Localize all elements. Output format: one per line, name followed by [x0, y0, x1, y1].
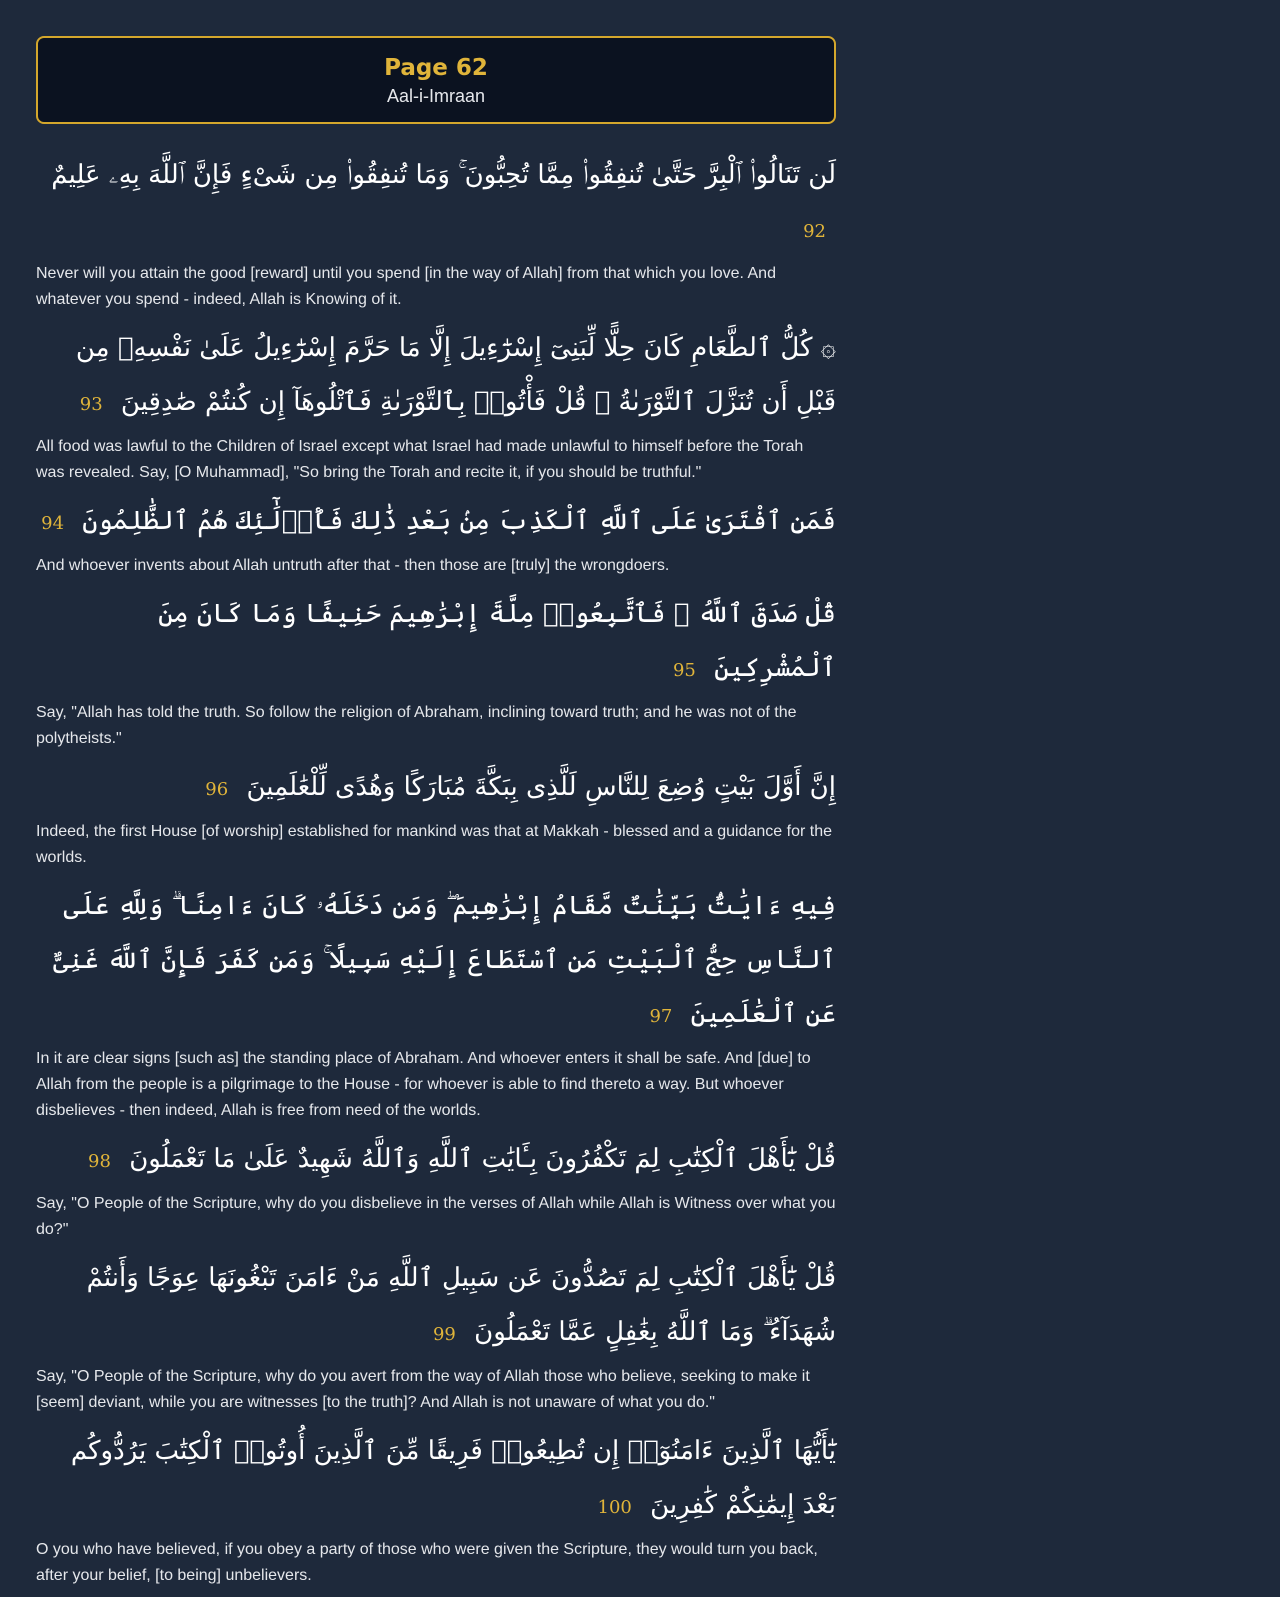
verse-translation: Indeed, the first House [of worship] established for mankind was that at Makkah - blessed and a guidance for the worlds. [36, 823, 833, 866]
verse-number: 96 [205, 779, 229, 800]
arabic-text: قُلْ يَٰٓأَهْلَ ٱلْكِتَٰبِ لِمَ تَكْفُرُونَ بِـَٔايَٰتِ ٱللَّهِ وَٱللَّهُ شَهِيدٌ عَلَىٰ مَا تَعْمَلُونَ [129, 1144, 836, 1174]
verse-number: 95 [672, 660, 696, 681]
arabic-text: يَٰٓأَيُّهَا ٱلَّذِينَ ءَامَنُوٓا۟ إِن تُطِيعُوا۟ فَرِيقًا مِّنَ ٱلَّذِينَ أُوتُوا۟ ٱلْكِتَٰبَ يَرُدُّوكُم بَعْدَ إِيمَٰنِكُمْ كَٰفِرِينَ [70, 1436, 836, 1520]
arabic-text: فَمَنِ ٱفْتَرَىٰ عَلَى ٱللَّهِ ٱلْكَذِبَ مِنۢ بَعْدِ ذَٰلِكَ فَأُو۟لَٰٓئِكَ هُمُ ٱلظَّٰلِمُونَ [82, 506, 836, 536]
verse-item [36, 494, 836, 579]
verse-item [36, 1424, 836, 1589]
verse-translation: Never will you attain the good [reward] until you spend [in the way of Allah] from that which you love. And whatever you spend - indeed, Allah is Knowing of it. [36, 265, 776, 308]
verse-arabic [36, 494, 836, 551]
verse-number: 93 [79, 394, 103, 415]
arabic-text: فِيهِ ءَايَٰتٌۢ بَيِّنَٰتٌ مَّقَامُ إِبْرَٰهِيمَ ۖ وَمَن دَخَلَهُۥ كَانَ ءَامِنًا ۗ وَلِلَّهِ عَلَى ٱلنَّاسِ حِجُّ ٱلْبَيْتِ مَنِ ٱسْتَطَاعَ إِلَيْهِ سَبِيلًا ۚ وَمَن كَفَرَ فَإِنَّ ٱللَّهَ غَنِىٌّ عَنِ ٱلْعَٰلَمِينَ [53, 891, 836, 1029]
verse-item [36, 587, 836, 752]
verse-translation: All food was lawful to the Children of Israel except what Israel had made unlawful to himself before the Torah was revealed. Say, [O Muhammad], "So bring the Torah and recite it, if you should be truthful." [36, 438, 804, 481]
verse-translation: Say, "O People of the Scripture, why do you disbelieve in the verses of Allah while Allah is Witness over what you do?" [36, 1195, 836, 1238]
verse-number: 98 [88, 1151, 111, 1172]
verse-item [36, 321, 836, 486]
verse-translation: In it are clear signs [such as] the standing place of Abraham. And whoever enters it shall be safe. And [due] to Allah from the people is a pilgrimage to the House - for whoever is able to find thereto a way. But whoever disbelieves - then indeed, Allah is free from need of the worlds. [36, 1050, 811, 1119]
arabic-text: ۞ كُلُّ ٱلطَّعَامِ كَانَ حِلًّا لِّبَنِىٓ إِسْرَٰٓءِيلَ إِلَّا مَا حَرَّمَ إِسْرَٰٓءِيلُ عَلَىٰ نَفْسِهِۦ مِن قَبْلِ أَن تُنَزَّلَ ٱلتَّوْرَىٰةُ ۗ قُلْ فَأْتُوا۟ بِٱلتَّوْرَىٰةِ فَٱتْلُوهَآ إِن كُنتُمْ صَٰدِقِينَ [75, 333, 836, 417]
verse-arabic [36, 321, 836, 432]
verse-translation: O you who have believed, if you obey a party of those who were given the Scripture, they would turn you back, after your belief, [to being] unbelievers. [36, 1541, 818, 1584]
verse-arabic [36, 587, 836, 698]
verse-number: 99 [432, 1324, 456, 1345]
verse-number: 97 [649, 1006, 673, 1027]
verse-translation: Say, "Allah has told the truth. So follow the religion of Abraham, inclining toward truth; and he was not of the polytheists." [36, 704, 797, 747]
verse-arabic [36, 879, 836, 1044]
arabic-text: لَن تَنَالُوا۟ ٱلْبِرَّ حَتَّىٰ تُنفِقُوا۟ مِمَّا تُحِبُّونَ ۚ وَمَا تُنفِقُوا۟ مِن شَىْءٍ فَإِنَّ ٱللَّهَ بِهِۦ عَلِيمٌ [51, 160, 836, 190]
arabic-text: قُلْ صَدَقَ ٱللَّهُ ۗ فَٱتَّبِعُوا۟ مِلَّةَ إِبْرَٰهِيمَ حَنِيفًا وَمَا كَانَ مِنَ ٱلْمُشْرِكِينَ [158, 599, 836, 683]
verse-item [36, 760, 836, 871]
verse-translation: And whoever invents about Allah untruth after that - then those are [truly] the wrongdoers. [36, 557, 670, 574]
page-title: Page 62 [384, 55, 488, 81]
verse-arabic [36, 148, 836, 259]
page-header [36, 36, 836, 124]
verse-arabic [36, 760, 836, 817]
verse-item [36, 1251, 836, 1416]
verse-list [36, 148, 836, 1589]
verse-translation: Say, "O People of the Scripture, why do you avert from the way of Allah those who believe, seeking to make it [seem] deviant, while you are witnesses [to the truth]? And Allah is not unaware of what you do." [36, 1368, 810, 1411]
verse-item [36, 879, 836, 1124]
surah-name: Aal-i-Imraan [386, 86, 486, 106]
verse-arabic [36, 1424, 836, 1535]
verse-number: 100 [597, 1497, 632, 1518]
page-container [36, 36, 836, 1597]
arabic-text: إِنَّ أَوَّلَ بَيْتٍ وُضِعَ لِلنَّاسِ لَلَّذِى بِبَكَّةَ مُبَارَكًا وَهُدًى لِّلْعَٰلَمِينَ [246, 772, 836, 802]
verse-item [36, 1132, 836, 1243]
verse-arabic [36, 1251, 836, 1362]
verse-number: 92 [803, 221, 826, 242]
arabic-text: قُلْ يَٰٓأَهْلَ ٱلْكِتَٰبِ لِمَ تَصُدُّونَ عَن سَبِيلِ ٱللَّهِ مَنْ ءَامَنَ تَبْغُونَهَا عِوَجًا وَأَنتُمْ شُهَدَآءُ ۗ وَمَا ٱللَّهُ بِغَٰفِلٍ عَمَّا تَعْمَلُونَ [86, 1263, 836, 1347]
verse-arabic [36, 1132, 836, 1189]
verse-number: 94 [41, 513, 65, 534]
verse-item [36, 148, 836, 313]
